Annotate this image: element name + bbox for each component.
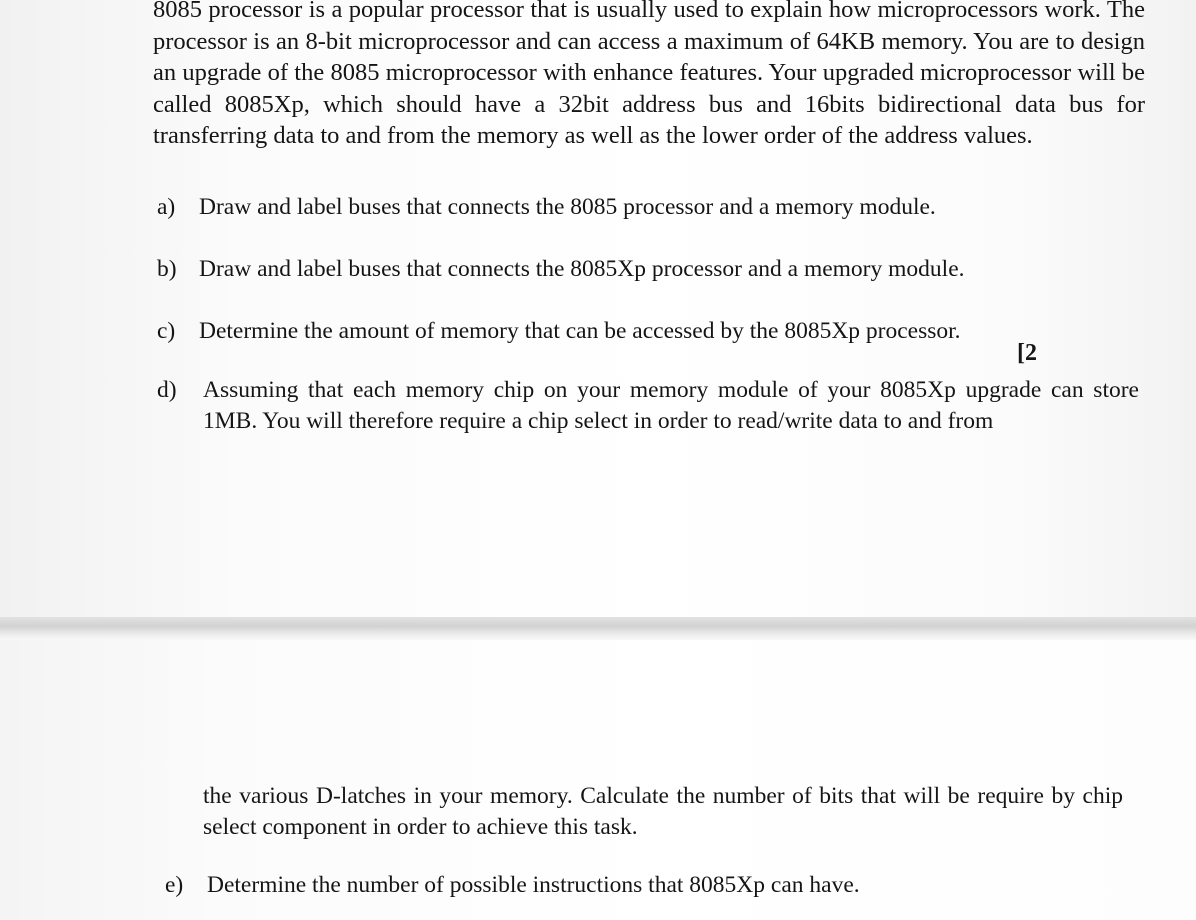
marks-c: [2: [1017, 340, 1037, 366]
intro-paragraph: 8085 processor is a popular processor that is usually used to explain how microprocessors work. The processor is an 8-bit microprocessor and can access a maximum of 64KB memory. You are to design an upgrade of the 8085 microprocessor with enhance features. Your upgraded microprocessor will be called 8085Xp, which should have a 32bit address bus and 16bits bidirectional data bus for transferring data to and from the memory as well as the lower order of the address values.: [153, 0, 1145, 150]
question-b: [157, 254, 965, 285]
question-a-text: Draw and label buses that connects the 8085 processor and a memory module.: [199, 194, 936, 220]
question-c-text: Determine the amount of memory that can be accessed by the 8085Xp processor.: [199, 318, 961, 344]
question-c: [157, 316, 961, 347]
page-separator: [0, 617, 1196, 640]
question-e-text: Determine the number of possible instructions that 8085Xp can have.: [207, 872, 860, 898]
question-e-label: e): [165, 872, 184, 898]
question-d-label: d): [157, 377, 177, 403]
question-d-text: Assuming that each memory chip on your memory module of your 8085Xp upgrade can store 1MB. You will therefore require a chip select in order to read/write data to and from: [203, 377, 1139, 434]
question-d-continuation: the various D-latches in your memory. Calculate the number of bits that will be require by chip select component in order to achieve this task.: [203, 783, 1123, 840]
question-c-label: c): [157, 318, 176, 344]
question-e: [165, 870, 860, 901]
question-b-text: Draw and label buses that connects the 8085Xp processor and a memory module.: [199, 256, 965, 282]
question-b-label: b): [157, 256, 177, 282]
question-a-label: a): [157, 194, 176, 220]
question-a: [157, 192, 936, 223]
question-d: [157, 375, 1139, 437]
